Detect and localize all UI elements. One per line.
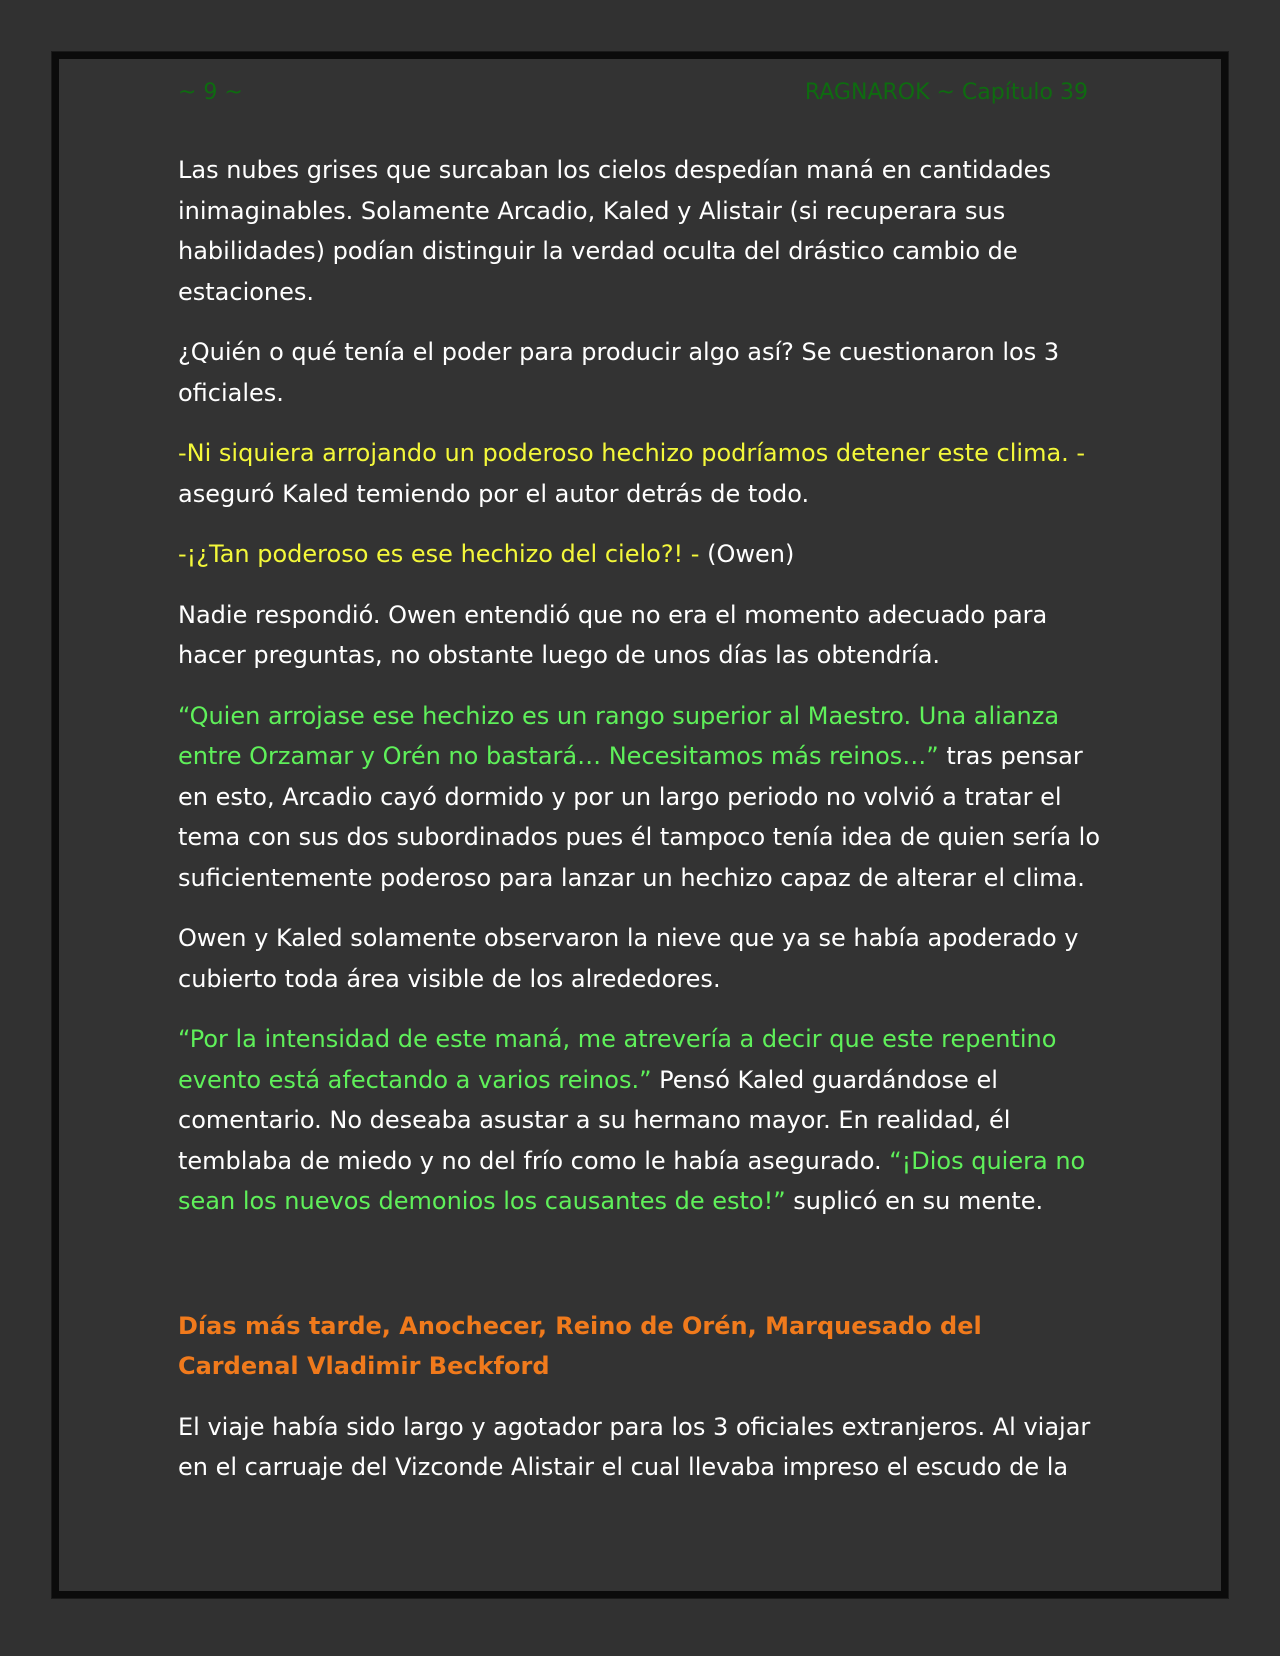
dialog-line: -Ni siquiera arrojando un poderoso hechizo podríamos detener este clima. - (178, 439, 1086, 467)
thought-line: “Por la intensidad de este maná, me atrevería a decir que este repentino evento está afectando a varios reinos.” (178, 1025, 1057, 1094)
paragraph-8 (178, 1019, 1108, 1222)
thought-line: “¡Dios quiera no sean los nuevos demonios los causantes de esto!” (178, 1146, 1086, 1215)
dialog-line: -¡¿Tan poderoso es ese hechizo del cielo?! - (178, 540, 700, 568)
page-number: ~ 9 ~ (178, 80, 243, 105)
paragraph-7: Owen y Kaled solamente observaron la nieve que ya se había apoderado y cubierto toda área visible de los alrededores. (178, 924, 1079, 993)
paragraph-2: ¿Quién o qué tenía el poder para producir algo así? Se cuestionaron los 3 oficiales. (178, 338, 1060, 407)
narration: suplicó en su mente. (785, 1187, 1044, 1215)
paragraph-5: Nadie respondió. Owen entendió que no era el momento adecuado para hacer preguntas, no obstante luego de unos días las obtendría. (178, 600, 1048, 669)
chapter-title: RAGNAROK ~ Capítulo 39 (804, 80, 1088, 105)
narration: tras pensar en esto, Arcadio cayó dormido y por un largo periodo no volvió a tratar el tema con sus dos subordinados pues él tampoco tenía idea de quien sería lo suficientemente poderoso para lanzar un hechizo capaz de alterar el clima. (178, 742, 1101, 892)
thought-line: “Quien arrojase ese hechizo es un rango superior al Maestro. Una alianza entre Orzamar y Orén no bastará… Necesitamos más reinos…” (178, 701, 1060, 770)
narration: Pensó Kaled guardándose el comentario. No deseaba asustar a su hermano mayor. En realidad, él temblaba de miedo y no del frío como le había asegurado. (178, 1065, 1011, 1175)
paragraph-3 (178, 433, 1108, 514)
paragraph-1: Las nubes grises que surcaban los cielos despedían maná en cantidades inimaginables. Solamente Arcadio, Kaled y Alistair (si recuperara sus habilidades) podían distinguir la verdad oculta del drástico cambio de estaciones. (178, 156, 1051, 306)
page-body (178, 150, 1108, 1508)
page-header (178, 80, 1088, 110)
narration: (Owen) (699, 540, 795, 568)
paragraph-4 (178, 534, 1108, 575)
scene-heading: Días más tarde, Anochecer, Reino de Orén, Marquesado del Cardenal Vladimir Beckford (178, 1311, 982, 1380)
paragraph-6 (178, 696, 1108, 899)
paragraph-9: El viaje había sido largo y agotador para los 3 oficiales extranjeros. Al viajar en el carruaje del Vizconde Alistair el cual llevaba impreso el escudo de la (178, 1412, 1091, 1481)
narration: aseguró Kaled temiendo por el autor detrás de todo. (178, 479, 810, 508)
